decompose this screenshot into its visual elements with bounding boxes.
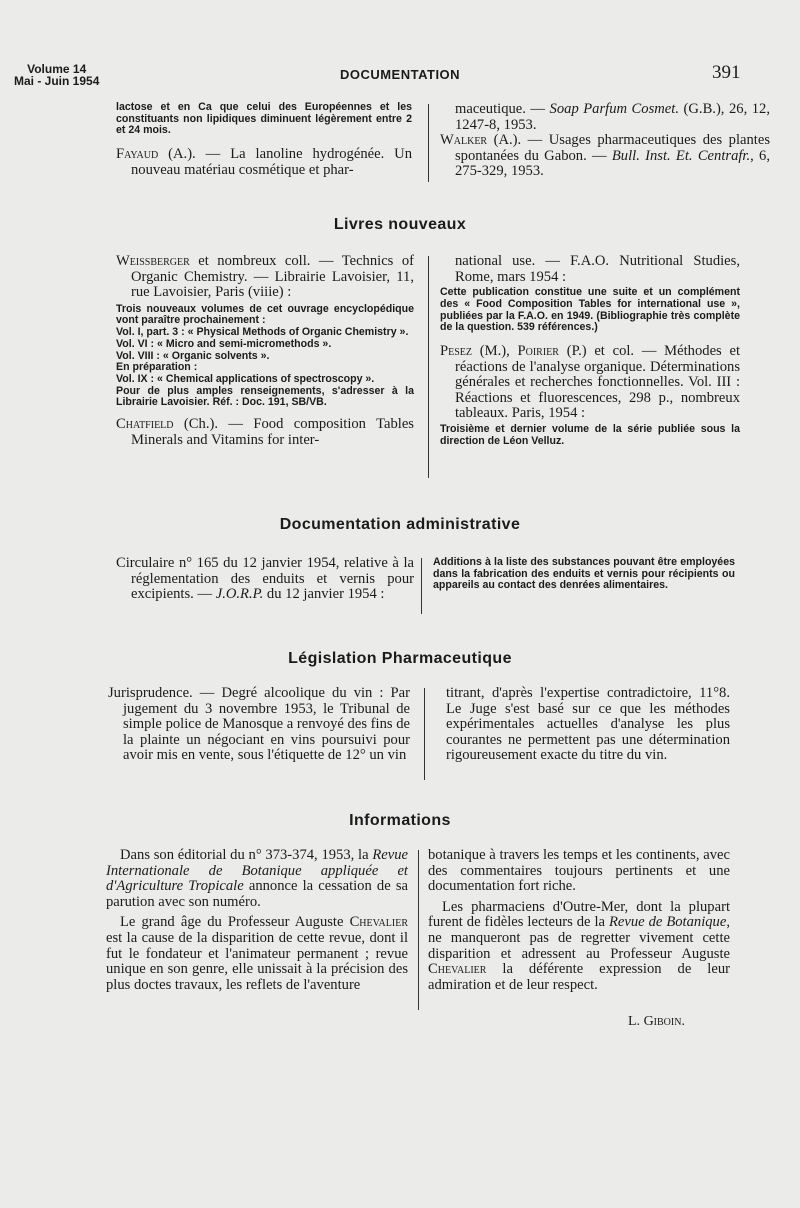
walker-text: (A.). — Usages pharmaceutiques des plantes spontanées du Gabon. —: [455, 132, 770, 164]
info-p1-journal: Revue Internationale de Botanique appliquée et d'Agriculture Tropicale: [106, 847, 408, 895]
chatfield-entry: [116, 417, 414, 448]
info-right-paragraph-2: [428, 900, 730, 994]
note-line: Vol. VIII : « Organic solvents ».: [116, 349, 270, 362]
walker-author: Walker: [440, 132, 488, 149]
info-p1-text: Dans son éditorial du n° 373-374, 1953, la: [120, 847, 373, 863]
issue-label: Mai - Juin 1954: [14, 74, 100, 88]
info-rp2-mid: , ne manqueront pas de regretter vivement cette disparition et adressent au Professeur Auguste: [428, 914, 730, 962]
column-divider-informations: [418, 850, 419, 1010]
livres-right-column: [440, 254, 740, 447]
info-rp2-text: Les pharmaciens d'Outre-Mer, dont la plupart furent de fidèles lecteurs de la: [428, 898, 730, 931]
top-left-bold-text: lactose et en Ca que celui des Européennes et les constituants non lipidiques diminuent légèrement entre 2 et 24 mois.: [116, 101, 412, 137]
walker-entry: [440, 133, 770, 180]
signature-name: Giboin.: [643, 1014, 685, 1029]
section-title-livres: Livres nouveaux: [333, 216, 467, 233]
pesez-text: (P.) et col. — Méthodes et réactions de l'analyse organique. Déterminations générales et recherches fonctionnelles. Vol. III : Réactions et fluorescences, 298 p., nombreux tableaux. Paris, 1954 :: [455, 343, 741, 422]
cont-text-1: maceutique. —: [455, 101, 550, 117]
note-line: Trois nouveaux volumes de cet ouvrage encyclopédique vont paraître prochainement :: [116, 302, 414, 327]
page-number: 391: [712, 62, 741, 83]
info-p2-end: est la cause de la disparition de cette revue, dont il fut le fondateur et l'animateur permanent ; revue unique en son genre, elle unissait à la précision des plus doctes travaux, les reflets de l'aventure: [106, 929, 408, 993]
weissberger-notes: [116, 304, 414, 409]
column-divider-admin: [421, 558, 422, 614]
signature-initial: L.: [628, 1014, 641, 1029]
pesez-entry: [440, 344, 740, 422]
volume-label: Volume 14: [27, 62, 87, 76]
section-title-legislation: Législation Pharmaceutique: [288, 650, 512, 667]
column-divider-top: [428, 104, 429, 182]
informations-left-column: [106, 848, 408, 993]
signature: [628, 1014, 685, 1030]
info-paragraph-1: [106, 848, 408, 910]
livres-left-column: [116, 254, 414, 448]
top-right-continuation: [440, 102, 770, 133]
poirier-author: Poirier: [517, 343, 559, 359]
column-divider-livres: [428, 256, 429, 478]
cont-text-2: (G.B.), 26, 12, 1247-8, 1953.: [455, 101, 770, 133]
info-right-paragraph-1: botanique à travers les temps et les continents, avec des commentaires toujours pertinents et une documentation fort riche.: [428, 847, 730, 895]
top-right-column: [440, 102, 770, 180]
admin-note: Additions à la liste des substances pouvant être employées dans la fabrication des enduits et vernis pour récipients ou appareils au contact des denrées alimentaires.: [433, 556, 735, 592]
walker-ref: , 6, 275-329, 1953.: [455, 147, 770, 180]
circulaire-date: du 12 janvier 1954 :: [263, 586, 385, 603]
info-rp2-name: Chevalier: [428, 961, 487, 978]
pesez-note: Troisième et dernier volume de la série publiée sous la direction de Léon Velluz.: [440, 422, 740, 447]
admin-right-column: [433, 557, 735, 592]
weissberger-entry: [116, 254, 414, 301]
weissberger-text: et nombreux coll. — Technics of Organic Chemistry. — Librairie Lavoisier, 11, rue Lavoisier, Paris (viiie) :: [131, 253, 414, 301]
info-p2-text: Le grand âge du Professeur Auguste: [120, 914, 350, 931]
admin-left-column: [116, 556, 414, 603]
fayaud-entry: [116, 147, 412, 178]
pesez-sep: (M.),: [472, 343, 518, 359]
running-title: DOCUMENTATION: [339, 67, 461, 82]
note-line: Vol. VI : « Micro and semi-micromethods ».: [116, 337, 332, 350]
fayaud-text: (A.). — La lanoline hydrogénée. Un nouveau matériau cosmétique et phar-: [131, 146, 412, 178]
chatfield-note: Cette publication constitue une suite et un complément des « Food Composition Tables for international use », publiées par la F.A.O. en 1949. (Bibliographie très complète de la question. 539 références.): [440, 286, 740, 334]
info-p2-name: Chevalier: [349, 914, 408, 931]
circulaire-text: Circulaire n° 165 du 12 janvier 1954, relative à la réglementation des enduits et vernis pour excipients. —: [116, 555, 414, 603]
note-line: Vol. I, part. 3 : « Physical Methods of Organic Chemistry ».: [116, 326, 409, 339]
chatfield-text: (Ch.). — Food composition Tables Minerals and Vitamins for inter-: [131, 416, 414, 448]
column-divider-legislation: [424, 688, 425, 780]
fayaud-author: Fayaud: [116, 146, 159, 163]
info-rp2-journal: Revue de Botanique: [609, 914, 727, 931]
informations-right-column: [428, 848, 730, 993]
note-line: Pour de plus amples renseignements, s'adresser à la Librairie Lavoisier. Réf. : Doc. 191, SB/VB.: [116, 384, 414, 409]
pesez-author: Pesez: [440, 343, 473, 359]
cont-journal: Soap Parfum Cosmet.: [549, 101, 679, 117]
section-title-informations: Informations: [349, 812, 451, 829]
info-paragraph-2: [106, 915, 408, 993]
legislation-right-column: [446, 686, 730, 764]
chatfield-author: Chatfield: [116, 416, 174, 433]
weissberger-author: Weissberger: [116, 253, 190, 269]
note-line: Vol. IX : « Chemical applications of spectroscopy ».: [116, 373, 375, 385]
jurisprudence-text: Jurisprudence. — Degré alcoolique du vin : Par jugement du 3 novembre 1953, le Tribunal de simple police de Manosque a renvoyé des fins de la plainte un négociant en vins poursuivi pour avoir mis en vente, sous l'étiquette de 12° un vin: [108, 685, 410, 764]
note-line: En préparation :: [116, 361, 198, 374]
legislation-left-column: [108, 686, 410, 764]
section-title-admin: Documentation administrative: [279, 516, 521, 533]
jurisprudence-continuation: titrant, d'après l'expertise contradictoire, 11°8. Le Juge s'est basé sur ce que les méthodes expérimentales actuelles d'analyse les plus courantes ne permettent pas une détermination rigoureusement exacte du titre du vin.: [446, 685, 730, 764]
info-rp2-end: la déférente expression de leur admiration et de leur respect.: [428, 961, 730, 993]
circulaire-journal: J.O.R.P.: [215, 586, 264, 603]
walker-journal: Bull. Inst. Et. Centrafr.: [611, 147, 751, 164]
circulaire-entry: [116, 556, 414, 603]
top-left-column: [116, 102, 412, 178]
info-p1-end: annonce la cessation de sa parution avec son numéro.: [106, 878, 408, 910]
chatfield-continuation: national use. — F.A.O. Nutritional Studies, Rome, mars 1954 :: [455, 253, 740, 285]
